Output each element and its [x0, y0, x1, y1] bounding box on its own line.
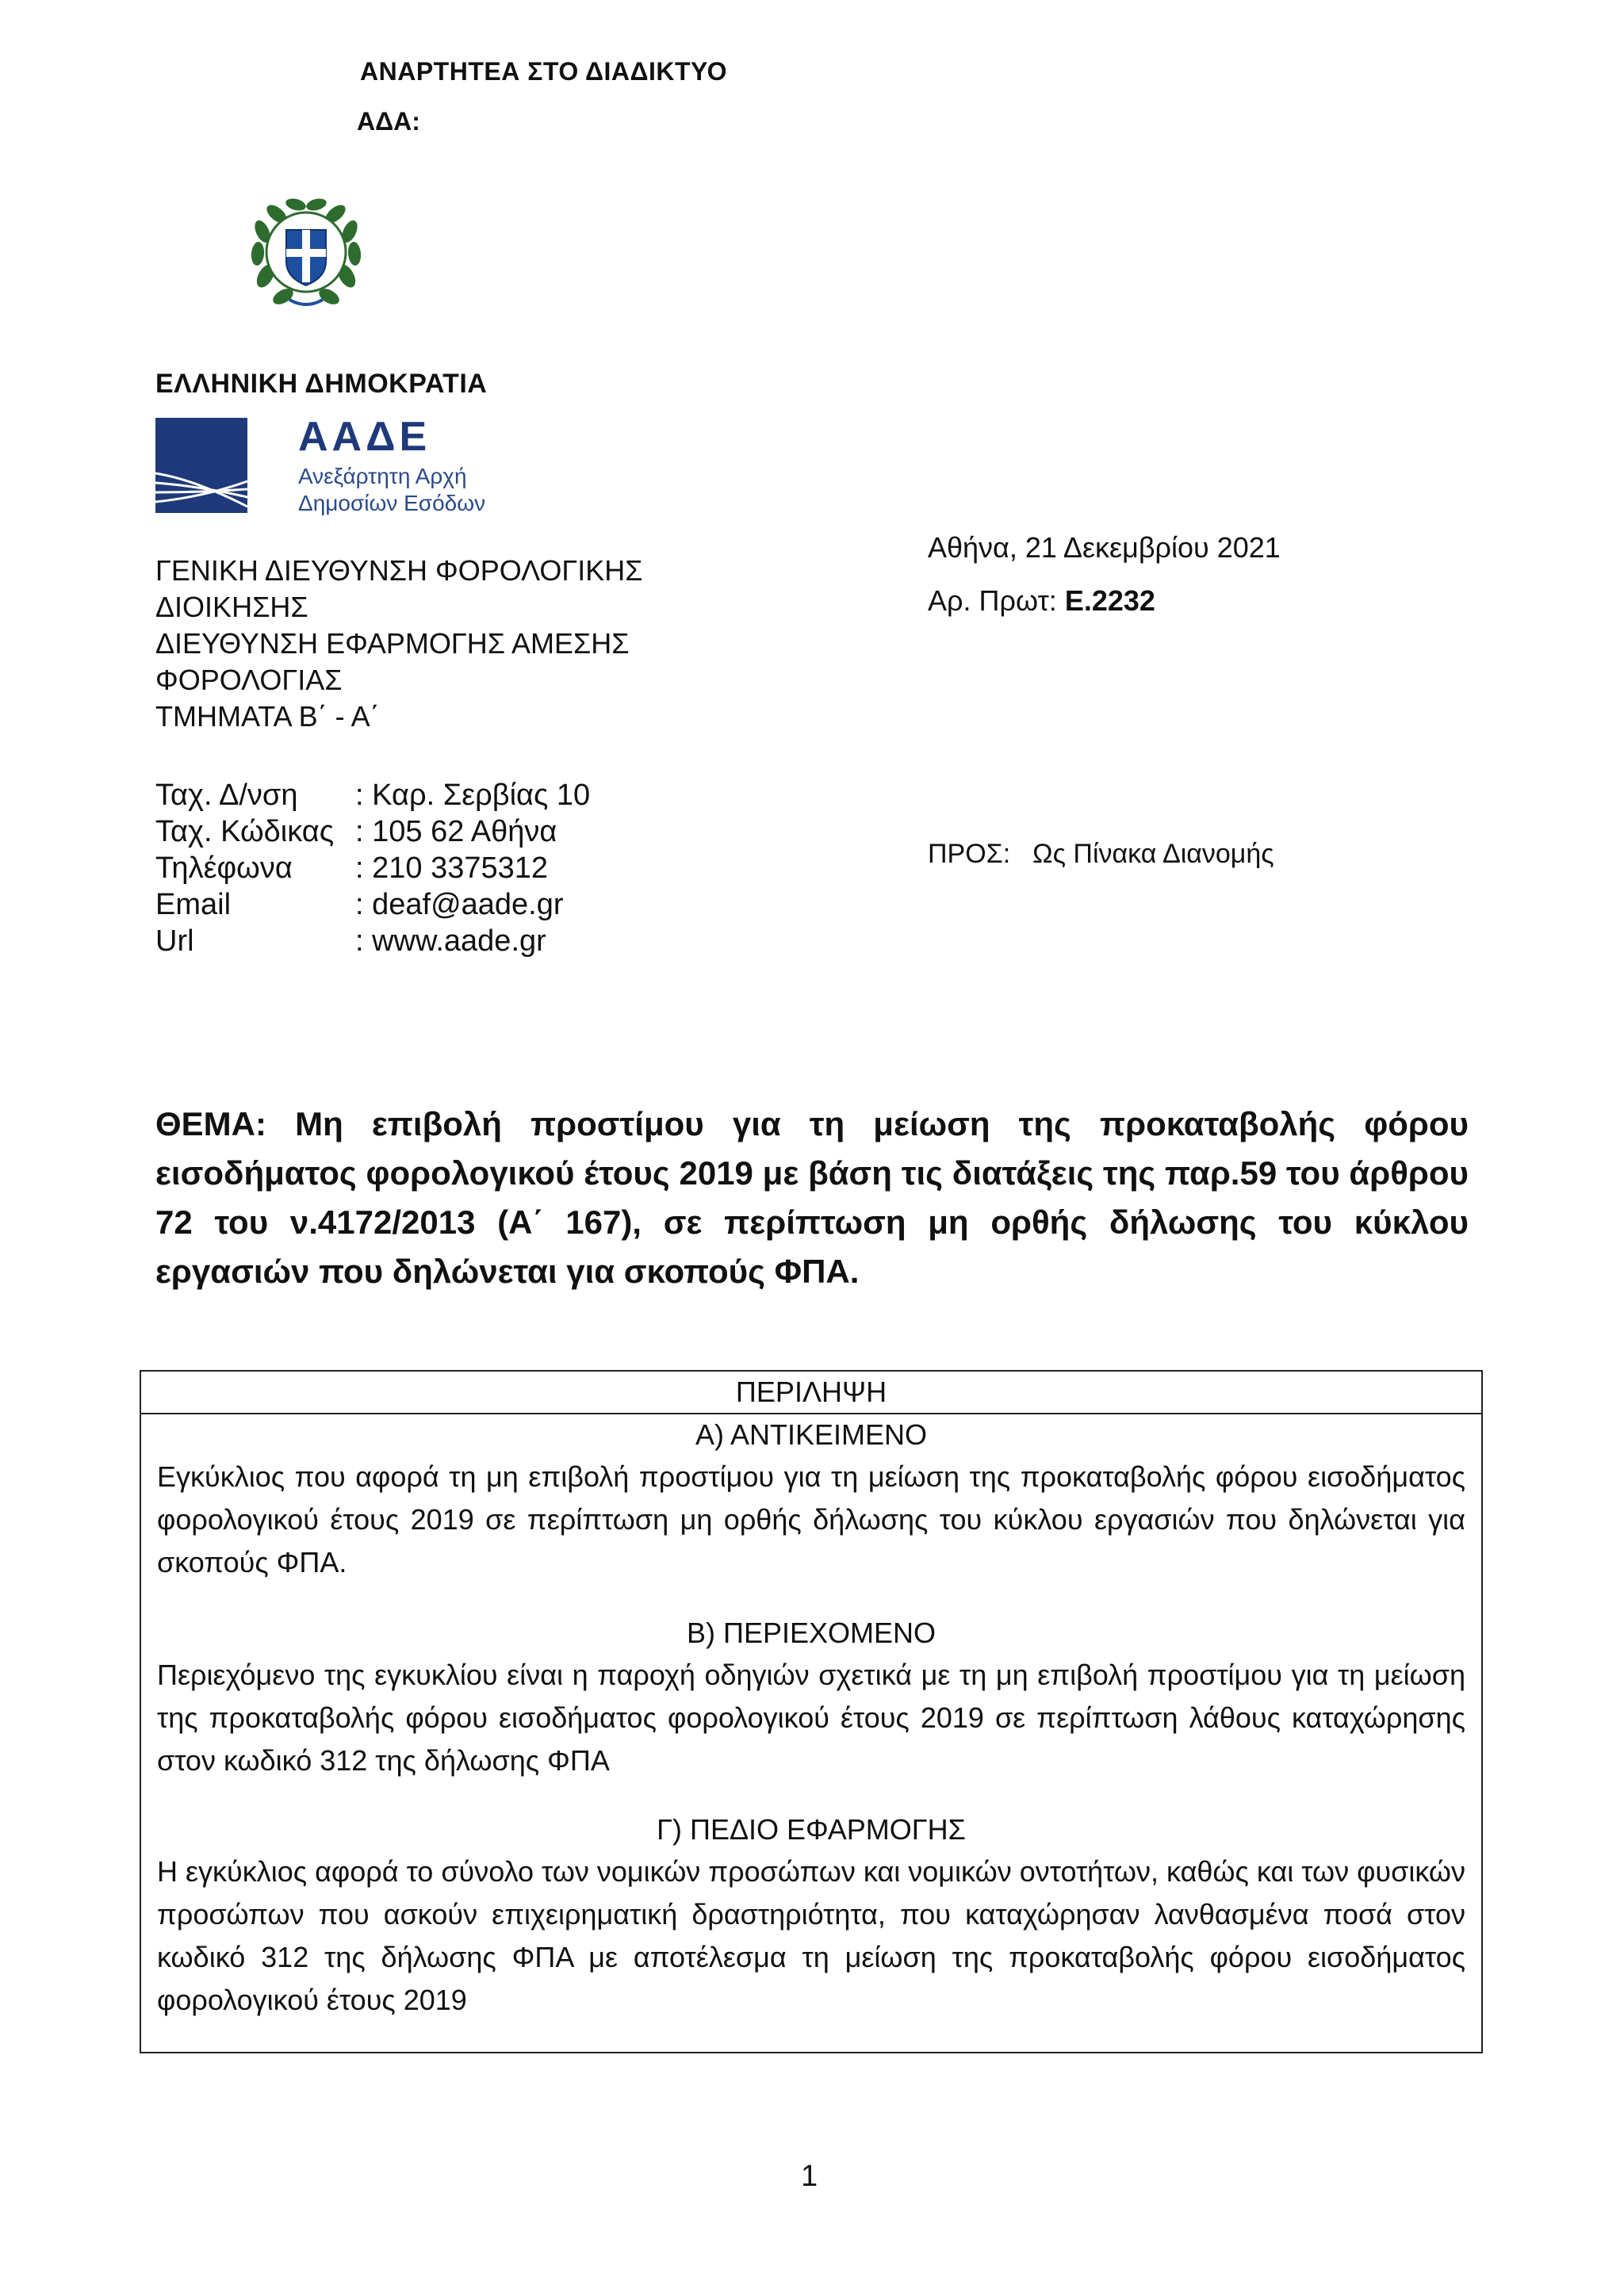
- summary-section-object: [141, 1414, 1481, 1584]
- summary-section-content: [141, 1613, 1481, 1782]
- recipient-label: ΠΡΟΣ:: [928, 839, 1011, 869]
- aade-logo-name: ΑΑΔΕ: [298, 414, 431, 460]
- publish-note: ΑΝΑΡΤΗΤΕΑ ΣΤΟ ΔΙΑΔΙΚΤΥΟ: [360, 57, 728, 86]
- republic-heading: ΕΛΛΗΝΙΚΗ ΔΗΜΟΚΡΑΤΙΑ: [155, 369, 488, 399]
- contact-label: Ταχ. Κώδικας: [155, 815, 335, 848]
- section-text: Εγκύκλιος που αφορά τη μη επιβολή προστίμου για τη μείωση της προκαταβολής φόρου εισοδήματος φορολογικού έτους 2019 σε περίπτωση μη ορθής δήλωσης του κύκλου εργασιών που δηλώνεται για σκοπούς ΦΠΑ.: [157, 1460, 1465, 1578]
- contact-label: Τηλέφωνα: [155, 851, 293, 885]
- section-title: Β) ΠΕΡΙΕΧΟΜΕΝΟ: [686, 1617, 936, 1649]
- contact-label: Url: [155, 924, 194, 958]
- summary-box: [140, 1370, 1483, 2053]
- contact-url[interactable]: : www.aade.gr: [355, 924, 546, 958]
- protocol-number: Ε.2232: [1064, 584, 1155, 617]
- department-line: ΦΟΡΟΛΟΓΙΑΣ: [155, 664, 343, 696]
- summary-heading: ΠΕΡΙΛΗΨΗ: [141, 1372, 1481, 1414]
- section-text: Περιεχόμενο της εγκυκλίου είναι η παροχή οδηγιών σχετικά με τη μη επιβολή προστίμου για τη μείωση της προκαταβολής φόρου εισοδήματος φορολογικού έτους 2019 σε περίπτωση λάθους καταχώρησης στον κωδικό 312 της δήλωσης ΦΠΑ: [157, 1659, 1465, 1777]
- department-line: ΤΜΗΜΑΤΑ Β΄ - Α΄: [155, 700, 380, 733]
- ada-label: ΑΔΑ:: [357, 107, 420, 136]
- department-block: [155, 553, 710, 735]
- recipient-value: Ως Πίνακα Διανομής: [1032, 839, 1274, 869]
- contact-label: Ταχ. Δ/νση: [155, 779, 298, 812]
- department-line: ΓΕΝΙΚΗ ΔΙΕΥΘΥΝΣΗ ΦΟΡΟΛΟΓΙΚΗΣ: [155, 554, 643, 587]
- aade-logo-subtitle-1: Ανεξάρτητη Αρχή: [298, 464, 467, 488]
- subject-heading: ΘΕΜΑ: Μη επιβολή προστίμου για τη μείωση της προκαταβολής φόρου εισοδήματος φορολογικού έτους 2019 με βάση τις διατάξεις της παρ.59 του άρθρου 72 του ν.4172/2013 (Α΄ 167), σε περίπτωση μη ορθής δήλωσης του κύκλου εργασιών που δηλώνεται για σκοπούς ΦΠΑ.: [155, 1105, 1469, 1290]
- contact-value: : 210 3375312: [355, 851, 549, 885]
- section-title: Γ) ΠΕΔΙΟ ΕΦΑΡΜΟΓΗΣ: [657, 1813, 966, 1846]
- section-title: Α) ΑΝΤΙΚΕΙΜΕΝΟ: [695, 1418, 928, 1451]
- aade-logo-mark-icon: [155, 418, 247, 513]
- department-line: ΔΙΕΥΘΥΝΣΗ ΕΦΑΡΜΟΓΗΣ ΑΜΕΣΗΣ: [155, 627, 630, 660]
- aade-logo: [155, 414, 528, 519]
- contact-email[interactable]: : deaf@aade.gr: [355, 888, 564, 921]
- contact-label: Email: [155, 888, 232, 921]
- section-text: Η εγκύκλιος αφορά το σύνολο των νομικών προσώπων και νομικών οντοτήτων, καθώς και των φυσικών προσώπων που ασκούν επιχειρηματική δραστηριότητα, που καταχώρησαν λανθασμένα ποσά στον κωδικό 312 της δήλωσης ΦΠΑ με αποτέλεσμα τη μείωση της προκαταβολής φόρου εισοδήματος φορολογικού έτους 2019: [157, 1855, 1465, 2016]
- protocol-line: [928, 584, 1155, 618]
- contact-value: : Καρ. Σερβίας 10: [355, 779, 591, 812]
- aade-logo-subtitle-2: Δημοσίων Εσόδων: [298, 491, 486, 515]
- date-line: Αθήνα, 21 Δεκεμβρίου 2021: [928, 531, 1281, 564]
- contact-value: : 105 62 Αθήνα: [355, 815, 557, 848]
- recipient-line: [928, 839, 1274, 870]
- greek-emblem-icon: [242, 189, 370, 317]
- page-number: 1: [801, 2160, 818, 2193]
- department-line: ΔΙΟΙΚΗΣΗΣ: [155, 591, 308, 623]
- summary-section-scope: [141, 1809, 1481, 2022]
- protocol-label: Αρ. Πρωτ:: [928, 584, 1057, 617]
